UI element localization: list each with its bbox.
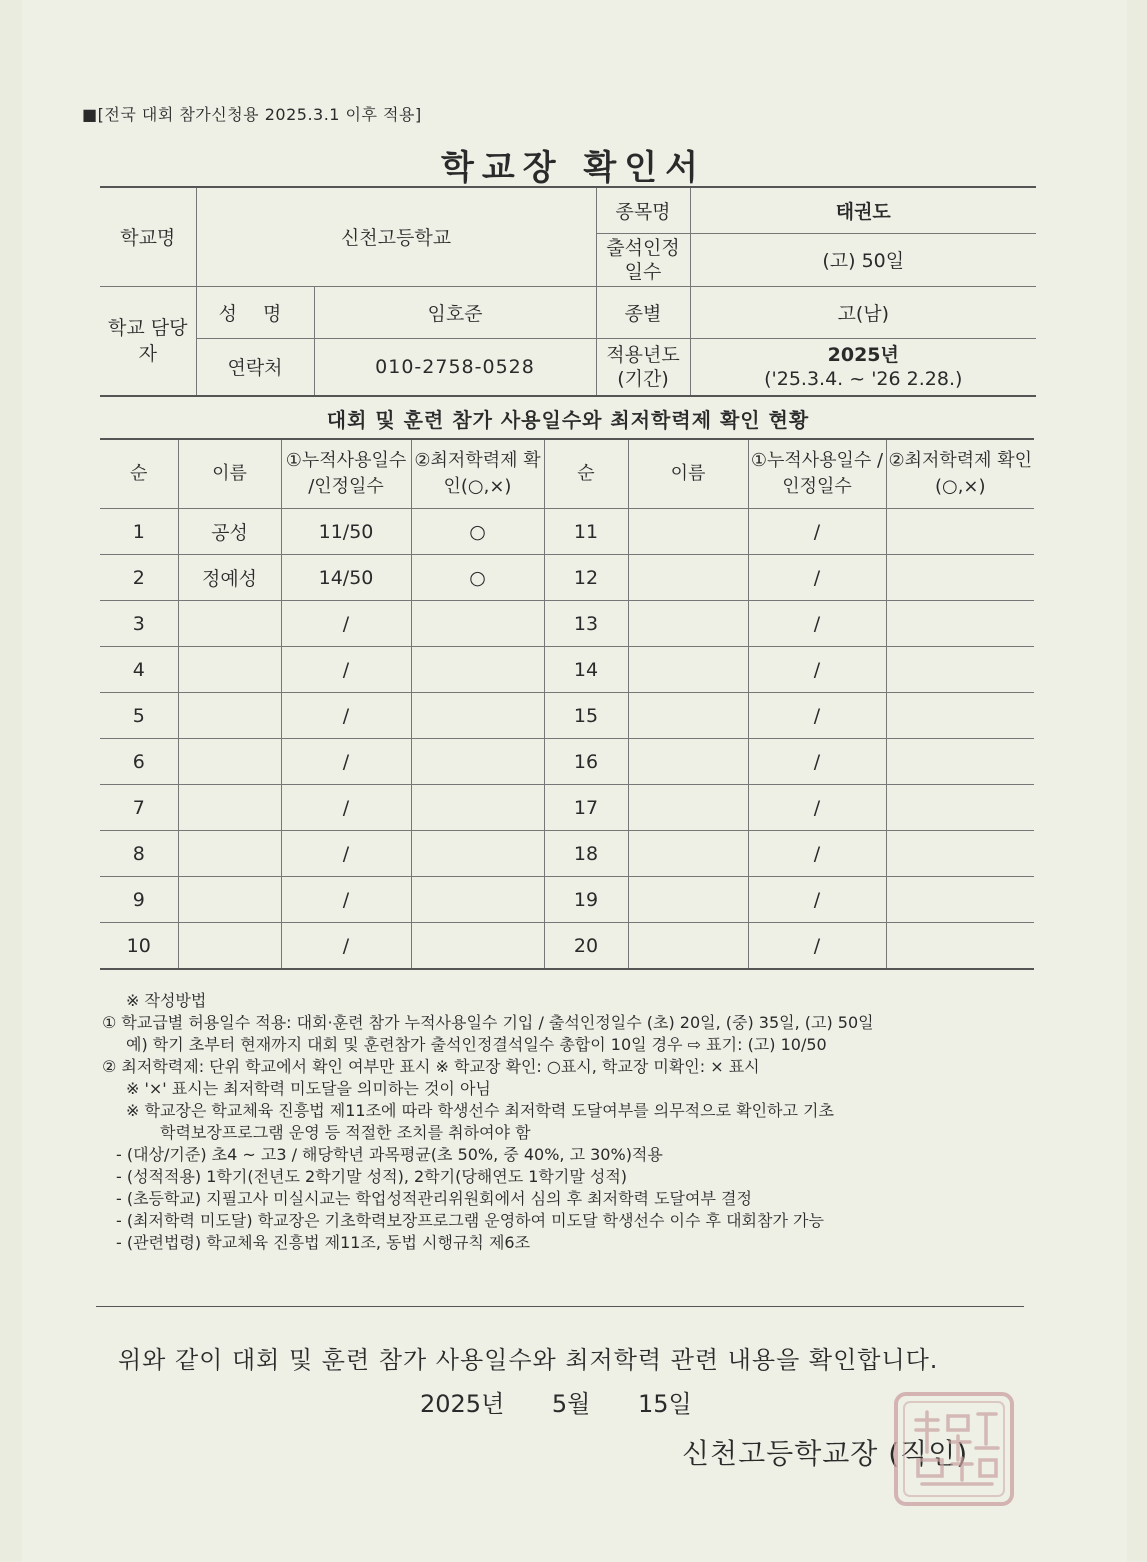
cell-name (178, 877, 281, 923)
form-header-note: ■[전국 대회 참가신청용 2025.3.1 이후 적용] (82, 105, 422, 124)
section-title: 대회 및 훈련 참가 사용일수와 최저학력제 확인 현황 (326, 408, 810, 432)
cell-days: / (748, 509, 886, 555)
attendance-days-value: (고) 50일 (690, 233, 1036, 286)
instruction-item: - (대상/기준) 초4 ~ 고3 / 해당학년 과목평균(초 50%, 중 40%, 고 30%)적용 (116, 1145, 663, 1164)
cell-name (628, 601, 748, 647)
col-name-left: 이름 (178, 439, 281, 509)
staff-name-label: 성 명 (196, 286, 314, 338)
cell-check (886, 647, 1034, 693)
instruction-2-note-b: ※ 학교장은 학교체육 진흥법 제11조에 따라 학생선수 최저학력 도달여부를 의무적으로 확인하고 기초 (126, 1101, 834, 1120)
instructions-heading: ※ 작성방법 (126, 991, 207, 1010)
instruction-1-example: 예) 학기 초부터 현재까지 대회 및 훈련참가 출석인정결석일수 총합이 10일 경우 ⇨ 표기: (고) 10/50 (126, 1035, 827, 1054)
col-check-left: ②최저학력제 확인(○,×) (411, 439, 544, 509)
apply-year-value-cell (690, 338, 1036, 396)
cell-name (628, 739, 748, 785)
cell-no: 7 (100, 785, 178, 831)
category-value: 고(남) (690, 286, 1036, 338)
cell-days: / (281, 647, 411, 693)
sport-value: 태권도 (690, 187, 1036, 233)
cell-no: 1 (100, 509, 178, 555)
cell-no: 17 (544, 785, 628, 831)
cell-check (886, 923, 1034, 970)
sport-label: 종목명 (596, 187, 690, 233)
divider (96, 1306, 1024, 1307)
cell-check (886, 555, 1034, 601)
cell-check (411, 601, 544, 647)
cell-no: 6 (100, 739, 178, 785)
cell-days: / (281, 739, 411, 785)
staff-label: 학교 담당자 (100, 286, 196, 396)
instruction-1: ① 학교급별 허용일수 적용: 대회·훈련 참가 누적사용일수 기입 / 출석인정일수 (초) 20일, (중) 35일, (고) 50일 (102, 1013, 874, 1032)
cell-check: ○ (411, 555, 544, 601)
col-days-right: ①누적사용일수 /인정일수 (748, 439, 886, 509)
staff-name-value: 임호준 (314, 286, 596, 338)
apply-year-value: 2025년 (827, 343, 899, 366)
seal-mark-label: (직인) (888, 1437, 969, 1470)
confirmation-statement: 위와 같이 대회 및 훈련 참가 사용일수와 최저학력 관련 내용을 확인합니다. (118, 1346, 939, 1374)
cell-days: 11/50 (281, 509, 411, 555)
cell-days: / (281, 923, 411, 970)
cell-name: 정예성 (178, 555, 281, 601)
cell-no: 8 (100, 831, 178, 877)
cell-check: ○ (411, 509, 544, 555)
cell-no: 15 (544, 693, 628, 739)
instruction-item: - (관련법령) 학교체육 진흥법 제11조, 동법 시행규칙 제6조 (116, 1233, 531, 1252)
cell-name (178, 831, 281, 877)
school-name-label: 학교명 (100, 187, 196, 286)
cell-name (178, 693, 281, 739)
cell-check (886, 785, 1034, 831)
table-row (100, 647, 1034, 693)
instruction-2-note-b-cont: 학력보장프로그램 운영 등 적절한 조치를 취하여야 함 (160, 1123, 531, 1142)
cell-days: / (281, 601, 411, 647)
cell-check (411, 785, 544, 831)
cell-name (178, 601, 281, 647)
principal-title: 신천고등학교장 (682, 1437, 879, 1470)
apply-period-value: ('25.3.4. ~ '26 2.28.) (764, 367, 963, 390)
attendance-days-label: 출석인정 일수 (596, 233, 690, 286)
instruction-2-note-a: ※ '×' 표시는 최저학력 미도달을 의미하는 것이 아님 (126, 1079, 491, 1098)
cell-days: / (281, 831, 411, 877)
cell-check (411, 877, 544, 923)
applicant-info-table (100, 186, 1036, 397)
instructions (102, 990, 1032, 1254)
cell-name (628, 647, 748, 693)
cell-check (411, 831, 544, 877)
cell-days: / (748, 785, 886, 831)
cell-days: / (748, 555, 886, 601)
cell-no: 3 (100, 601, 178, 647)
cell-name (628, 693, 748, 739)
instruction-item: - (초등학교) 지필고사 미실시교는 학업성적관리위원회에서 심의 후 최저학력 도달여부 결정 (116, 1189, 752, 1208)
date-day: 15일 (638, 1390, 692, 1418)
cell-no: 19 (544, 877, 628, 923)
col-no-right: 순 (544, 439, 628, 509)
cell-no: 9 (100, 877, 178, 923)
cell-no: 16 (544, 739, 628, 785)
cell-days: / (748, 601, 886, 647)
cell-check (411, 693, 544, 739)
cell-no: 10 (100, 923, 178, 970)
table-row (100, 831, 1034, 877)
cell-days: / (748, 647, 886, 693)
date-year: 2025년 (420, 1390, 505, 1418)
cell-check (886, 739, 1034, 785)
contact-value: 010-2758-0528 (314, 338, 596, 396)
cell-days: / (748, 877, 886, 923)
table-row (100, 693, 1034, 739)
cell-no: 4 (100, 647, 178, 693)
cell-check (886, 831, 1034, 877)
cell-days: / (281, 785, 411, 831)
cell-no: 11 (544, 509, 628, 555)
participation-table (100, 438, 1034, 970)
table-row (100, 555, 1034, 601)
cell-check (886, 601, 1034, 647)
school-name-value: 신천고등학교 (196, 187, 596, 286)
date-month: 5월 (551, 1390, 591, 1418)
cell-no: 14 (544, 647, 628, 693)
cell-days: 14/50 (281, 555, 411, 601)
table-row (100, 601, 1034, 647)
cell-name (628, 785, 748, 831)
instruction-item: - (최저학력 미도달) 학교장은 기초학력보장프로그램 운영하여 미도달 학생선수 이수 후 대회참가 가능 (116, 1211, 824, 1230)
table-row (100, 785, 1034, 831)
cell-name (178, 785, 281, 831)
instruction-item: - (성적적용) 1학기(전년도 2학기말 성적), 2학기(당해연도 1학기말 성적) (116, 1167, 628, 1186)
table-row (100, 923, 1034, 970)
cell-name (628, 831, 748, 877)
cell-days: / (281, 877, 411, 923)
cell-no: 2 (100, 555, 178, 601)
issue-date (420, 1384, 732, 1419)
contact-label: 연락처 (196, 338, 314, 396)
cell-check (886, 693, 1034, 739)
apply-year-label: 적용년도 (기간) (596, 338, 690, 396)
table-row (100, 509, 1034, 555)
cell-no: 13 (544, 601, 628, 647)
instruction-2: ② 최저학력제: 단위 학교에서 확인 여부만 표시 ※ 학교장 확인: ○표시, 학교장 미확인: × 표시 (102, 1057, 760, 1076)
col-days-left: ①누적사용일수 /인정일수 (281, 439, 411, 509)
cell-name: 공성 (178, 509, 281, 555)
cell-days: / (748, 923, 886, 970)
cell-no: 5 (100, 693, 178, 739)
cell-days: / (748, 831, 886, 877)
col-no-left: 순 (100, 439, 178, 509)
cell-name (178, 739, 281, 785)
cell-name (628, 509, 748, 555)
cell-name (628, 877, 748, 923)
official-seal-image (892, 1390, 1016, 1508)
cell-name (178, 923, 281, 970)
cell-check (411, 923, 544, 970)
cell-name (628, 923, 748, 970)
cell-name (178, 647, 281, 693)
col-check-right: ②최저학력제 확인(○,×) (886, 439, 1034, 509)
cell-days: / (748, 693, 886, 739)
table-row (100, 877, 1034, 923)
cell-no: 18 (544, 831, 628, 877)
cell-check (886, 509, 1034, 555)
table-row (100, 739, 1034, 785)
cell-check (411, 647, 544, 693)
cell-check (411, 739, 544, 785)
cell-name (628, 555, 748, 601)
col-name-right: 이름 (628, 439, 748, 509)
cell-no: 20 (544, 923, 628, 970)
cell-no: 12 (544, 555, 628, 601)
cell-check (886, 877, 1034, 923)
cell-days: / (281, 693, 411, 739)
category-label: 종별 (596, 286, 690, 338)
cell-days: / (748, 739, 886, 785)
document-title: 학교장 확인서 (441, 148, 706, 188)
